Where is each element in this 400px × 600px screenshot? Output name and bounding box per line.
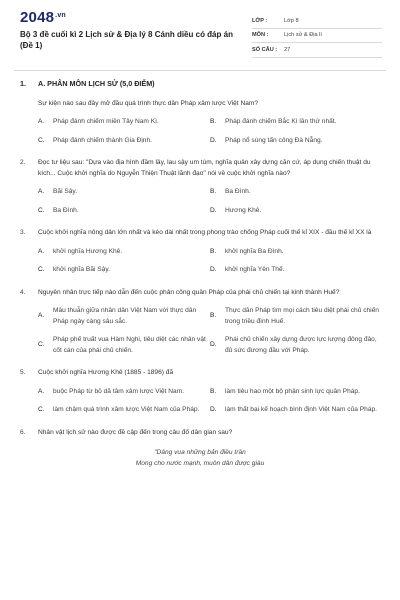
document-meta xyxy=(252,14,382,58)
option-a[interactable] xyxy=(38,306,210,327)
meta-row-count xyxy=(252,43,382,58)
option-letter: C. xyxy=(38,266,45,273)
meta-label: SỐ CÂU : xyxy=(252,46,278,53)
meta-row-subject xyxy=(252,29,382,44)
option-b[interactable] xyxy=(210,117,382,128)
option-text: làm thất bại kế hoạch bình định Việt Nam của Pháp. xyxy=(225,406,377,413)
option-text: Ba Đình. xyxy=(53,206,79,214)
question-text: Cuộc khởi nghĩa Hương Khê (1885 - 1896) đã xyxy=(38,369,174,376)
option-text: Pháp đánh chiếm Bắc Kì lần thứ nhất. xyxy=(225,118,337,125)
option-a[interactable] xyxy=(38,187,210,198)
option-a[interactable] xyxy=(38,387,210,398)
meta-value: Lịch sử & Địa lí xyxy=(284,32,322,39)
option-letter: B. xyxy=(210,387,217,395)
option-text: làm tiêu hao một bộ phận sinh lực quân Pháp. xyxy=(225,387,360,395)
option-d[interactable] xyxy=(210,265,382,276)
option-letter: D. xyxy=(210,206,217,214)
option-letter: C. xyxy=(38,341,45,349)
folk-riddle-quote xyxy=(20,447,380,469)
option-letter: A. xyxy=(38,118,45,125)
option-text: Ba Đình. xyxy=(225,188,251,195)
question-5 xyxy=(20,368,380,416)
option-a[interactable] xyxy=(38,117,210,128)
meta-row-class xyxy=(252,14,382,29)
option-text: Mâu thuẫn giữa nhân dân Việt Nam với thực dân Pháp ngày càng sâu sắc. xyxy=(53,307,197,325)
section-number: 1. xyxy=(20,79,26,88)
document-title: Bộ 3 đề cuối kì 2 Lịch sử & Địa lý 8 Cánh diều có đáp án (Đề 1) xyxy=(20,30,233,50)
section-heading xyxy=(20,79,380,90)
option-letter: C. xyxy=(38,136,45,144)
option-c[interactable] xyxy=(38,136,210,147)
option-text: khởi nghĩa Yên Thế. xyxy=(225,266,285,273)
quote-line: Mong cho nước mạnh, muôn dân được giàu xyxy=(135,460,265,467)
logo-tld: .vn xyxy=(55,12,66,19)
option-b[interactable] xyxy=(210,247,382,258)
option-text: Hương Khê. xyxy=(225,206,262,214)
option-letter: D. xyxy=(210,136,217,144)
option-letter: B. xyxy=(210,118,217,125)
option-letter: B. xyxy=(210,312,217,320)
option-c[interactable] xyxy=(38,206,210,217)
option-letter: D. xyxy=(210,341,217,349)
option-letter: A. xyxy=(38,188,45,195)
question-number: 5. xyxy=(20,369,26,376)
option-text: làm chậm quá trình xâm lược Việt Nam của Pháp. xyxy=(53,406,200,413)
option-text: Pháp đánh chiếm miền Tây Nam Kì. xyxy=(53,118,159,125)
option-text: Bãi Sậy. xyxy=(53,188,78,195)
question-4 xyxy=(20,288,380,357)
logo-text: 2048 xyxy=(20,9,55,26)
option-letter: A. xyxy=(38,387,45,395)
option-text: khởi nghĩa Ba Đình. xyxy=(225,247,284,255)
option-text: Phái chủ chiến xây dựng được lực lượng đông đảo, đủ sức đương đầu với Pháp. xyxy=(225,336,377,354)
option-letter: D. xyxy=(210,406,217,413)
option-c[interactable] xyxy=(38,335,210,356)
meta-label: MÔN : xyxy=(252,32,269,39)
question-text: Đọc tư liệu sau: "Dựa vào địa hình đầm lầy, lau sậy um tùm, nghĩa quân xây dựng căn cứ, áp dụng chiến thuật du kích... Cuộc khởi nghĩa do Nguyễn Thiện Thuật lãnh đạo" nói về cuộc khởi nghĩa nào? xyxy=(38,159,371,177)
option-b[interactable] xyxy=(210,387,382,398)
option-text: Pháp phế truất vua Hàm Nghi, tiêu diệt các nhân vật cốt cán của phái chủ chiến. xyxy=(53,336,206,354)
header-divider xyxy=(14,70,386,71)
question-list xyxy=(20,79,380,481)
meta-value: 27 xyxy=(284,46,291,53)
option-letter: C. xyxy=(38,206,45,214)
option-letter: C. xyxy=(38,406,45,413)
question-1 xyxy=(20,99,380,147)
question-6 xyxy=(20,428,380,470)
option-b[interactable] xyxy=(210,187,382,198)
option-letter: B. xyxy=(210,188,217,195)
question-number: 2. xyxy=(20,159,26,166)
option-c[interactable] xyxy=(38,265,210,276)
question-text: Cuộc khởi nghĩa nông dân lớn nhất và kéo dài nhất trong phong trào chống Pháp cuối thế kỉ XIX - đầu thế kỉ XX là xyxy=(38,229,372,236)
option-b[interactable] xyxy=(210,306,382,327)
quote-line: "Dâng vua những bản điều trần xyxy=(154,449,246,456)
site-logo[interactable] xyxy=(20,9,66,26)
option-text: buộc Pháp từ bỏ dã tâm xâm lược Việt Nam. xyxy=(53,387,185,395)
section-title: A. PHÂN MÔN LỊCH SỬ (5,0 ĐIỂM) xyxy=(38,79,155,88)
option-text: Pháp đánh chiếm thành Gia Định. xyxy=(53,136,152,144)
option-letter: B. xyxy=(210,247,217,255)
option-letter: A. xyxy=(38,247,45,255)
meta-value: Lớp 8 xyxy=(284,17,299,24)
option-letter: D. xyxy=(210,266,217,273)
question-number: 4. xyxy=(20,288,26,296)
option-letter: A. xyxy=(38,312,45,320)
question-2 xyxy=(20,158,380,216)
option-text: Thực dân Pháp tìm mọi cách tiêu diệt phái chủ chiến trong triều đình Huế. xyxy=(225,307,379,325)
question-number: 3. xyxy=(20,229,26,236)
meta-label: LỚP : xyxy=(252,17,268,24)
option-d[interactable] xyxy=(210,136,382,147)
option-text: khởi nghĩa Bãi Sậy. xyxy=(53,266,110,273)
option-c[interactable] xyxy=(38,405,210,416)
question-text: Nhân vật lịch sử nào được đề cập đến trong câu đố dân gian sau? xyxy=(38,428,233,436)
option-d[interactable] xyxy=(210,405,382,416)
question-3 xyxy=(20,228,380,276)
option-d[interactable] xyxy=(210,206,382,217)
document-header xyxy=(0,0,400,68)
option-a[interactable] xyxy=(38,247,210,258)
option-text: Pháp nổ súng tấn công Đà Nẵng. xyxy=(225,136,323,144)
option-text: khởi nghĩa Hương Khê. xyxy=(53,247,123,255)
question-text: Sự kiện nào sau đây mở đầu quá trình thực dân Pháp xâm lược Việt Nam? xyxy=(38,99,259,107)
question-text: Nguyên nhân trực tiếp nào dẫn đến cuộc phản công quân Pháp của phái chủ chiến tại kinh thành Huế? xyxy=(38,288,340,296)
option-d[interactable] xyxy=(210,335,382,356)
question-number: 6. xyxy=(20,428,26,436)
